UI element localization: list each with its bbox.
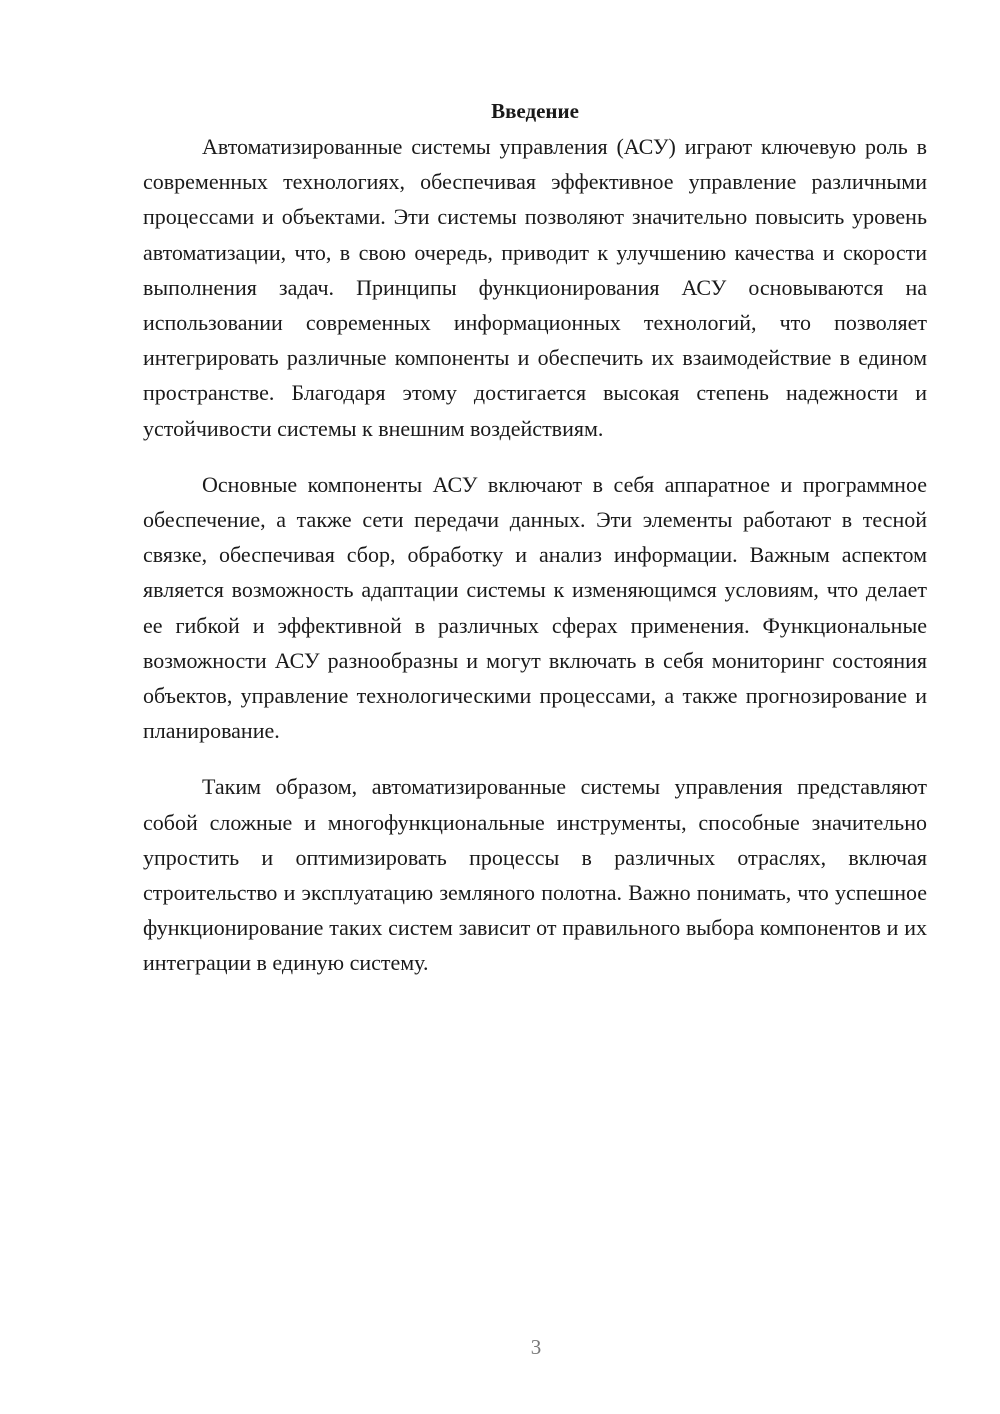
document-body [143, 96, 927, 981]
section-title: Введение [491, 99, 579, 123]
page-number: 3 [530, 1335, 542, 1359]
paragraph-2: Основные компоненты АСУ включают в себя аппаратное и программное обеспечение, а также сети передачи данных. Эти элементы работают в тесной связке, обеспечивая сбор, обработку и анализ информации. Важным аспектом является возможность адаптации системы к изменяющимся условиям, что делает ее гибкой и эффективной в различных сферах применения. Функциональные возможности АСУ разнообразны и могут включать в себя мониторинг состояния объектов, управление технологическими процессами, а также прогнозирование и планирование. [143, 471, 927, 744]
paragraph-3: Таким образом, автоматизированные системы управления представляют собой сложные и многофункциональные инструменты, способные значительно упростить и оптимизировать процессы в различных отраслях, включая строительство и эксплуатацию земляного полотна. Важно понимать, что успешное функционирование таких систем зависит от правильного выбора компонентов и их интеграции в единую систему. [143, 774, 927, 976]
paragraph-1: Автоматизированные системы управления (АСУ) играют ключевую роль в современных технологиях, обеспечивая эффективное управление различными процессами и объектами. Эти системы позволяют значительно повысить уровень автоматизации, что, в свою очередь, приводит к улучшению качества и скорости выполнения задач. Принципы функционирования АСУ основываются на использовании современных информационных технологий, что позволяет интегрировать различные компоненты и обеспечить их взаимодействие в едином пространстве. Благодаря этому достигается высокая степень надежности и устойчивости системы к внешним воздействиям. [143, 134, 927, 441]
